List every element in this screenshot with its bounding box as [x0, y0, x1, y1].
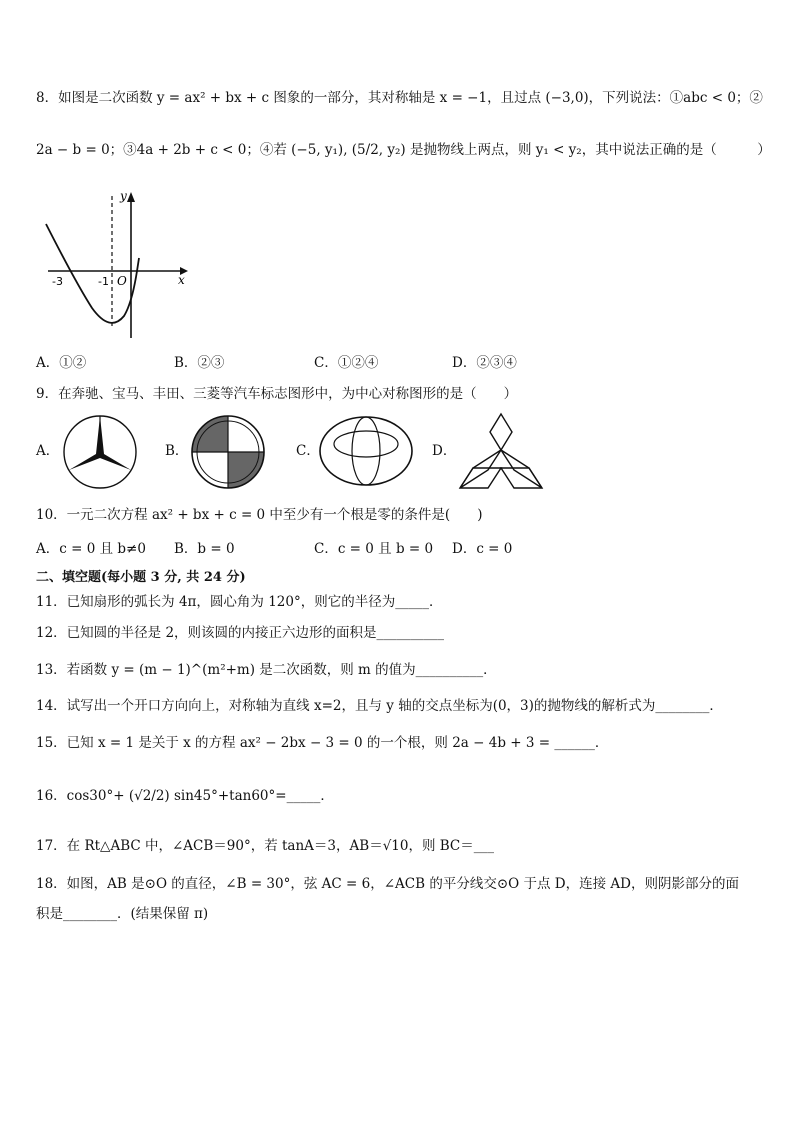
q8-option-b: B．②③ [174, 355, 225, 371]
q14-text: 14．试写出一个开口方向向上，对称轴为直线 x=2，且与 y 轴的交点坐标为(0，3)的抛物线的解析式为________． [36, 698, 723, 714]
q18-text-line1: 18．如图，AB 是⊙O 的直径，∠B = 30°，弦 AC = 6，∠ACB 的平分线交⊙O 于点 D，连接 AD，则阴影部分的面 [36, 876, 739, 892]
q9-text: 9．在奔驰、宝马、丰田、三菱等汽车标志图形中，为中心对称图形的是（ ） [36, 386, 518, 402]
q8-parabola-graph [40, 188, 190, 340]
q8-origin-label: O [117, 274, 127, 288]
q8-option-d: D．②③④ [452, 355, 517, 371]
q8-text-line2: 2a − b = 0；③4a + 2b + c < 0；④若 (−5, y₁), (5/2, y₂) 是抛物线上两点，则 y₁ < y₂，其中说法正确的是（ ） [36, 142, 771, 158]
q8-neg3-label: -3 [52, 275, 63, 288]
q17-text: 17．在 Rt△ABC 中，∠ACB＝90°，若 tanA＝3，AB＝√10，则 BC＝___ [36, 838, 495, 854]
q8-option-c: C．①②④ [314, 355, 379, 371]
q10-option-a: A．c = 0 且 b≠0 [36, 541, 146, 557]
q8-x-label: x [178, 273, 185, 287]
q8-text-line1: 8．如图是二次函数 y = ax² + bx + c 图象的一部分，其对称轴是 x = −1，且过点 (−3,0)，下列说法：①abc < 0；② [36, 90, 763, 106]
q8-neg1-label: -1 [98, 275, 109, 288]
q8-option-a: A．①② [36, 355, 87, 371]
q10-option-c: C．c = 0 且 b = 0 [314, 541, 434, 557]
section-heading: 二、填空题(每小题 3 分, 共 24 分) [36, 570, 246, 585]
q9-label-d: D． [432, 443, 457, 459]
q9-logo-d-three-diamonds [456, 412, 546, 492]
q9-logo-a-threepoint-star [60, 412, 140, 492]
q11-text: 11．已知扇形的弧长为 4π，圆心角为 120°，则它的半径为_____． [36, 594, 443, 610]
q9-label-b: B． [165, 443, 189, 459]
q9-logo-c-ellipse [318, 414, 414, 488]
q9-label-c: C． [296, 443, 320, 459]
q9-label-a: A． [36, 443, 60, 459]
q18-text-line2: 积是________．(结果保留 π) [36, 906, 209, 922]
q16-text: 16．cos30°+ (√2/2) sin45°+tan60°=_____． [36, 788, 334, 804]
q8-y-label: y [120, 189, 127, 203]
q10-option-d: D．c = 0 [452, 541, 513, 557]
q13-text: 13．若函数 y = (m − 1)^(m²+m) 是二次函数，则 m 的值为__________． [36, 662, 497, 678]
q10-option-b: B．b = 0 [174, 541, 235, 557]
q12-text: 12．已知圆的半径是 2，则该圆的内接正六边形的面积是__________ [36, 625, 445, 641]
q9-logo-b-quadrant-circle [188, 412, 268, 492]
q10-text: 10．一元二次方程 ax² + bx + c = 0 中至少有一个根是零的条件是( ) [36, 507, 483, 523]
q15-text: 15．已知 x = 1 是关于 x 的方程 ax² − 2bx − 3 = 0 的一个根，则 2a − 4b + 3 = ______． [36, 735, 609, 751]
